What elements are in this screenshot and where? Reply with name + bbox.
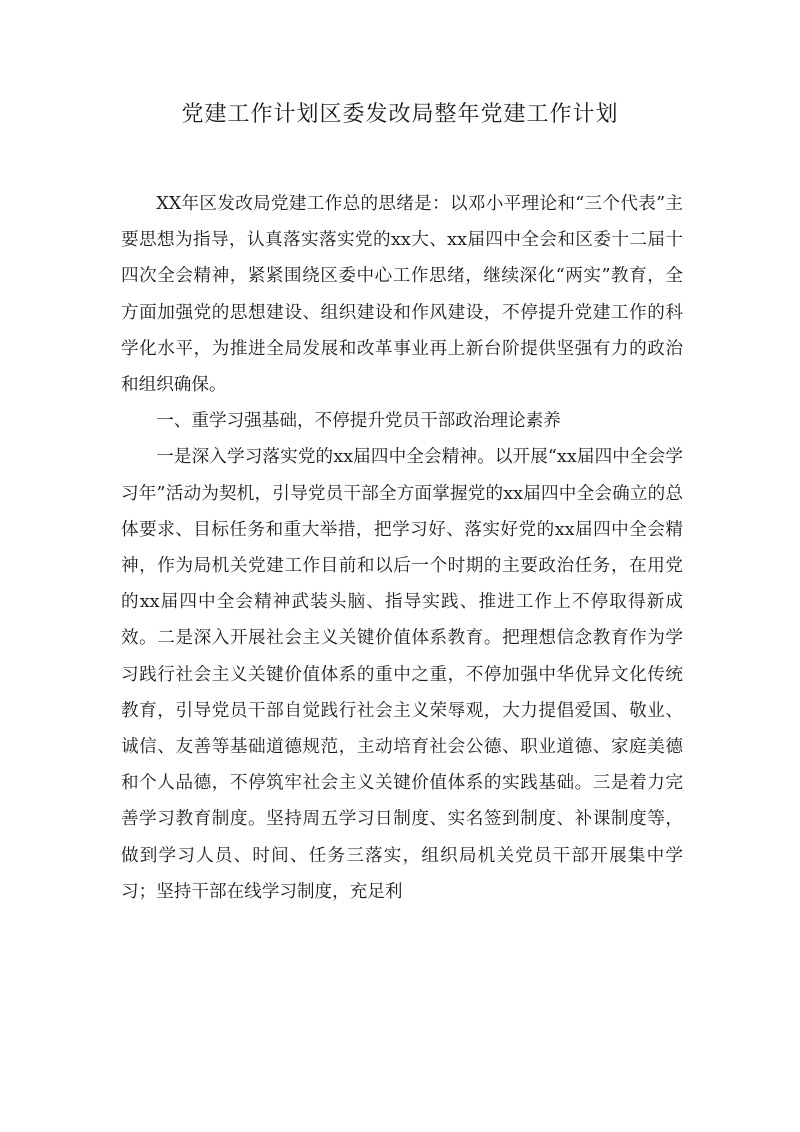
paragraph-section-1: 一是深入学习落实党的xx届四中全会精神。以开展“xx届四中全会学习年”活动为契机，引导党员干部全方面掌握党的xx届四中全会确立的总体要求、目标任务和重大举措，把学习好、落实好党的xx届四中全会精神，作为局机关党建工作目前和以后一个时期的主要政治任务，在用党的xx届四中全会精神武装头脑、指导实践、推进工作上不停取得新成效。二是深入开展社会主义关键价值体系教育。把理想信念教育作为学习践行社会主义关键价值体系的重中之重，不停加强中华优异文化传统教育，引导党员干部自觉践行社会主义荣辱观，大力提倡爱国、敬业、诚信、友善等基础道德规范，主动培育社会公德、职业道德、家庭美德和个人品德，不停筑牢社会主义关键价值体系的实践基础。三是着力完善学习教育制度。坚持周五学习日制度、实名签到制度、补课制度等，做到学习人员、时间、任务三落实，组织局机关党员干部开展集中学习；坚持干部在线学习制度，充足利 <box>121 447 683 902</box>
paragraph-intro: XX年区发改局党建工作总的思绪是：以邓小平理论和“三个代表”主要思想为指导，认真落实落实党的xx大、xx届四中全会和区委十二届十四次全会精神，紧紧围绕区委中心工作思绪，继续深化“两实”教育，全方面加强党的思想建设、组织建设和作风建设，不停提升党建工作的科学化水平，为推进全局发展和改革事业再上新台阶提供坚强有力的政治和组织确保。 <box>121 194 683 396</box>
document-body <box>121 186 683 910</box>
section-heading-1: 一、重学习强基础，不停提升党员干部政治理论素养 <box>156 411 561 432</box>
document-title: 党建工作计划区委发改局整年党建工作计划 <box>181 102 619 127</box>
